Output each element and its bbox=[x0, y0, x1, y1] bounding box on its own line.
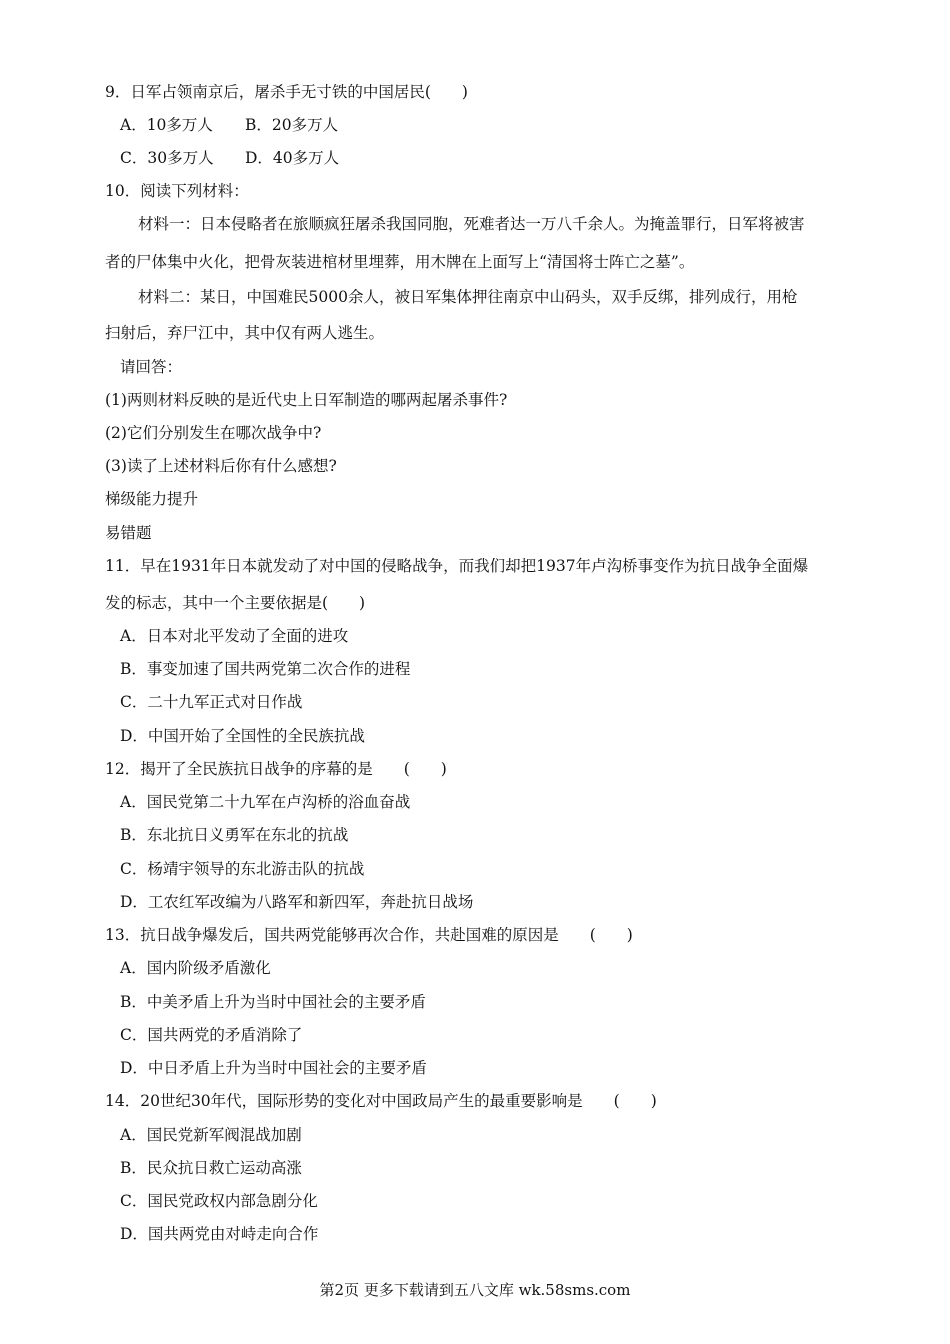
q10-sub-question-3: (3)读了上述材料后你有什么感想? bbox=[105, 457, 337, 475]
q9-stem: 9．日军占领南京后，屠杀手无寸铁的中国居民( ) bbox=[105, 83, 468, 101]
q10-sub-question-1: (1)两则材料反映的是近代史上日军制造的哪两起屠杀事件? bbox=[105, 391, 508, 409]
q10-stem: 10．阅读下列材料： bbox=[105, 182, 249, 200]
q14-option-a: A．国民党新军阀混战加剧 bbox=[120, 1126, 302, 1144]
q12-option-d: D．工农红军改编为八路军和新四军，奔赴抗日战场 bbox=[120, 893, 474, 911]
q12-option-a: A．国民党第二十九军在卢沟桥的浴血奋战 bbox=[120, 793, 411, 811]
q11-option-a: A．日本对北平发动了全面的进攻 bbox=[120, 627, 349, 645]
q10-sub-question-2: (2)它们分别发生在哪次战争中? bbox=[105, 424, 322, 442]
q9-option-c: C．30多万人 bbox=[120, 149, 214, 167]
q11-stem-line2: 发的标志，其中一个主要依据是( ) bbox=[105, 594, 366, 612]
section-subtitle: 易错题 bbox=[105, 524, 152, 542]
q13-option-a: A．国内阶级矛盾激化 bbox=[120, 959, 271, 977]
q10-material2-line1: 材料二：某日，中国难民5000余人，被日军集体押往南京中山码头，双手反绑，排列成行，用枪 bbox=[138, 288, 798, 306]
q13-option-d: D．中日矛盾上升为当时中国社会的主要矛盾 bbox=[120, 1059, 427, 1077]
q14-option-d: D．国共两党由对峙走向合作 bbox=[120, 1225, 319, 1243]
page-footer: 第2页 更多下载请到五八文库 wk.58sms.com bbox=[319, 1281, 631, 1299]
q11-option-c: C．二十九军正式对日作战 bbox=[120, 693, 303, 711]
q9-option-d: D．40多万人 bbox=[245, 149, 340, 167]
q9-option-a: A．10多万人 bbox=[120, 116, 213, 134]
q11-stem-line1: 11．早在1931年日本就发动了对中国的侵略战争，而我们却把1937年卢沟桥事变作为抗日战争全面爆 bbox=[105, 557, 809, 575]
q10-material1-line1: 材料一：日本侵略者在旅顺疯狂屠杀我国同胞，死难者达一万八千余人。为掩盖罪行，日军将被害 bbox=[138, 215, 805, 233]
q9-option-b: B．20多万人 bbox=[245, 116, 339, 134]
q12-option-b: B．东北抗日义勇军在东北的抗战 bbox=[120, 826, 349, 844]
q14-option-c: C．国民党政权内部急剧分化 bbox=[120, 1192, 318, 1210]
q13-option-c: C．国共两党的矛盾消除了 bbox=[120, 1026, 303, 1044]
q14-stem: 14．20世纪30年代，国际形势的变化对中国政局产生的最重要影响是 ( ) bbox=[105, 1092, 657, 1110]
q12-option-c: C．杨靖宇领导的东北游击队的抗战 bbox=[120, 860, 365, 878]
q10-material2-line2: 扫射后，弃尸江中，其中仅有两人逃生。 bbox=[105, 324, 385, 342]
q10-material1-line2: 者的尸体集中火化，把骨灰装进棺材里埋葬，用木牌在上面写上“清国将士阵亡之墓”。 bbox=[105, 253, 695, 271]
q11-option-b: B．事变加速了国共两党第二次合作的进程 bbox=[120, 660, 411, 678]
q14-option-b: B．民众抗日救亡运动高涨 bbox=[120, 1159, 302, 1177]
q13-option-b: B．中美矛盾上升为当时中国社会的主要矛盾 bbox=[120, 993, 426, 1011]
section-title: 梯级能力提升 bbox=[105, 490, 199, 508]
q12-stem: 12．揭开了全民族抗日战争的序幕的是 ( ) bbox=[105, 760, 447, 778]
q11-option-d: D．中国开始了全国性的全民族抗战 bbox=[120, 727, 365, 745]
q13-stem: 13．抗日战争爆发后，国共两党能够再次合作，共赴国难的原因是 ( ) bbox=[105, 926, 633, 944]
q10-prompt: 请回答： bbox=[120, 358, 183, 376]
